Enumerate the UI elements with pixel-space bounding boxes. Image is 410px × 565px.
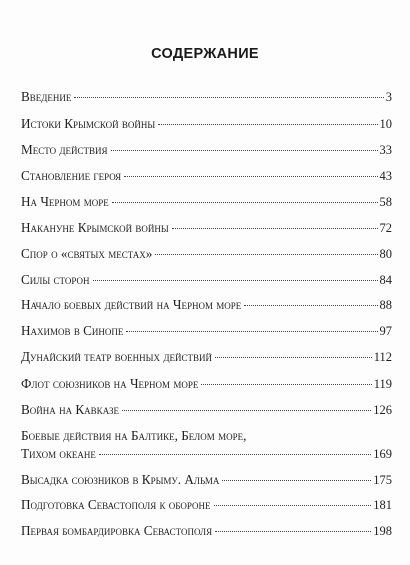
toc-entry-page: 126 xyxy=(373,403,392,417)
toc-entry-page: 84 xyxy=(379,273,392,287)
toc-entry[interactable] xyxy=(21,168,392,184)
toc-entry-page: 119 xyxy=(373,377,392,391)
toc-entry-label: Накануне Крымской войны xyxy=(21,220,169,235)
toc-entry-page: 72 xyxy=(379,221,392,235)
toc-entry-label: Истоки Крымской войны xyxy=(21,116,156,131)
dot-leader xyxy=(99,454,371,455)
toc-entry-label: Война на Кавказе xyxy=(21,402,119,417)
toc-entry-page: 88 xyxy=(379,298,392,312)
toc-entry-label: Дунайский театр военных действий xyxy=(21,349,212,364)
toc-entry-label: Введение xyxy=(21,89,72,104)
toc-entry[interactable] xyxy=(21,376,392,392)
dot-leader xyxy=(215,357,372,358)
toc-entry[interactable] xyxy=(21,194,392,210)
dot-leader xyxy=(155,254,377,255)
dot-leader xyxy=(111,150,378,151)
dot-leader xyxy=(215,531,371,532)
toc-entry-label: Флот союзников на Черном море xyxy=(21,376,199,391)
dot-leader xyxy=(158,124,377,125)
dot-leader xyxy=(93,280,378,281)
toc-entry-label: Спор о «святых местах» xyxy=(21,246,153,261)
toc-entry-label-line1: Боевые действия на Балтике, Белом море, xyxy=(21,428,247,443)
dot-leader xyxy=(172,228,378,229)
dot-leader xyxy=(222,480,371,481)
toc-entry-page: 3 xyxy=(385,90,392,104)
toc-entry[interactable] xyxy=(21,523,392,539)
toc-entry[interactable] xyxy=(21,220,392,236)
dot-leader xyxy=(112,202,378,203)
toc-entry[interactable] xyxy=(21,297,392,313)
toc-entry-page: 43 xyxy=(379,169,392,183)
toc-entry[interactable] xyxy=(21,323,392,339)
dot-leader xyxy=(244,305,377,306)
toc-entry-page: 181 xyxy=(373,498,392,512)
toc-entry[interactable] xyxy=(21,142,392,158)
dot-leader xyxy=(124,176,377,177)
toc-entry[interactable] xyxy=(21,349,392,365)
toc-entry-label: Начало боевых действий на Черном море xyxy=(21,297,242,312)
page-title: СОДЕРЖАНИЕ xyxy=(151,46,259,62)
toc-entry-label: На Черном море xyxy=(21,194,109,209)
toc-entry-page: 80 xyxy=(379,247,392,261)
toc-entry[interactable] xyxy=(21,497,392,513)
toc-entry[interactable] xyxy=(21,472,392,488)
toc-entry-label: Подготовка Севастополя к обороне xyxy=(21,497,211,512)
toc-entry-page: 198 xyxy=(373,524,392,538)
toc-entry-label: Место действия xyxy=(21,142,108,157)
toc-entry-label: Тихом океане xyxy=(21,446,96,461)
toc-entry[interactable] xyxy=(21,428,392,462)
dot-leader xyxy=(74,97,383,98)
toc-entry-page: 10 xyxy=(379,117,392,131)
toc-entry[interactable] xyxy=(21,272,392,288)
toc-entry-label: Высадка союзников в Крыму. Альма xyxy=(21,472,220,487)
dot-leader xyxy=(201,384,371,385)
toc-entry[interactable] xyxy=(21,116,392,132)
toc-entry-page: 112 xyxy=(373,350,392,364)
toc-entry[interactable] xyxy=(21,246,392,262)
toc-entry-label: Становление героя xyxy=(21,168,122,183)
toc-entry-page: 169 xyxy=(373,447,392,461)
toc-entry[interactable] xyxy=(21,89,392,105)
toc-entry-page: 175 xyxy=(373,473,392,487)
toc-entry-page: 33 xyxy=(379,143,392,157)
dot-leader xyxy=(214,505,372,506)
toc-entry-page: 58 xyxy=(379,195,392,209)
toc-entry-label: Силы сторон xyxy=(21,272,90,287)
toc-entry-label: Нахимов в Синопе xyxy=(21,323,124,338)
toc-entry-label: Первая бомбардировка Севастополя xyxy=(21,523,213,538)
toc-entry[interactable] xyxy=(21,402,392,418)
toc-entry-page: 97 xyxy=(379,324,392,338)
dot-leader xyxy=(122,410,371,411)
dot-leader xyxy=(126,331,377,332)
